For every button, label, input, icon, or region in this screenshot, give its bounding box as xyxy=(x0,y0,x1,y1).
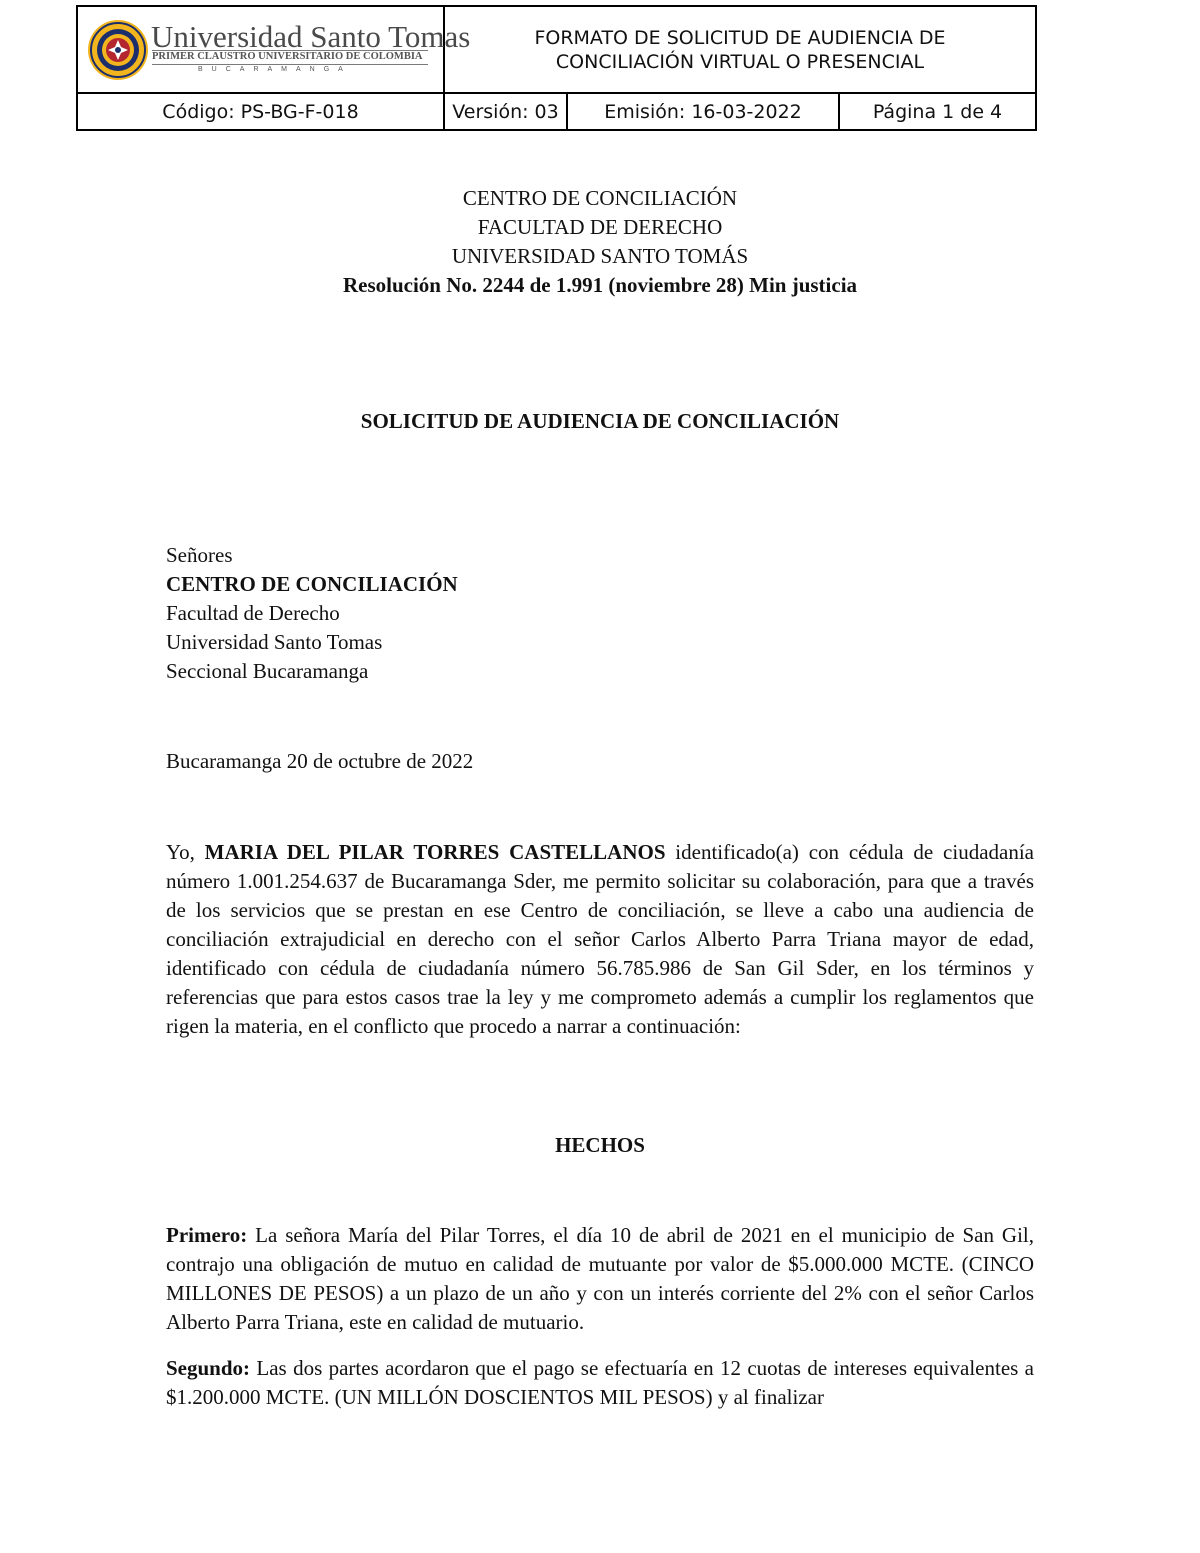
addressee-line-1: Facultad de Derecho xyxy=(166,601,340,625)
header-meta-row xyxy=(78,92,1035,129)
fact-label: Segundo: xyxy=(166,1356,251,1380)
page-number: Página 1 de 4 xyxy=(872,100,1003,123)
form-title-line-2: CONCILIACIÓN VIRTUAL O PRESENCIAL xyxy=(555,50,925,73)
addressee-line-2: Universidad Santo Tomas xyxy=(166,630,383,654)
form-version: Versión: 03 xyxy=(445,94,568,129)
heading-resolution: Resolución No. 2244 de 1.991 (noviembre 28) Min justicia xyxy=(342,273,858,297)
logo-tagline: PRIMER CLAUSTRO UNIVERSITARIO DE COLOMBIA xyxy=(152,51,423,62)
logo-divider xyxy=(152,64,428,65)
addressee-block xyxy=(166,541,458,686)
intro-text: identificado(a) con cédula de ciudadanía número 1.001.254.637 de Bucaramanga Sder, me permito solicitar su colaboración, para que a través de los servicios que se prestan en ese Centro de conciliación, se lleve a cabo una audiencia de conciliación extrajudicial en derecho con el señor Carlos Alberto Parra Triana mayor de edad, identificado con cédula de ciudadanía número 56.785.986 de San Gil Sder, en los términos y referencias que para estos casos trae la ley y me comprometo además a cumplir los reglamentos que rigen la materia, en el conflicto que procedo a narrar a continuación: xyxy=(166,840,1034,1038)
document-header-table xyxy=(76,5,1037,131)
university-seal-icon xyxy=(87,19,149,81)
addressee-name: CENTRO DE CONCILIACIÓN xyxy=(166,572,458,596)
document-title: SOLICITUD DE AUDIENCIA DE CONCILIACIÓN xyxy=(360,409,840,433)
heading-line-3: UNIVERSIDAD SANTO TOMÁS xyxy=(451,244,749,268)
date-line: Bucaramanga 20 de octubre de 2022 xyxy=(166,749,474,773)
logo-city: BUCARAMANGA xyxy=(198,66,352,73)
form-code: Código: PS-BG-F-018 xyxy=(78,94,445,129)
fact-text: La señora María del Pilar Torres, el día 10 de abril de 2021 en el municipio de San Gil, contrajo una obligación de mutuo en calidad de mutuante por valor de $5.000.000 MCTE. (CINCO MILLONES DE PESOS) a un plazo de un año y con un interés corriente del 2% con el señor Carlos Alberto Parra Triana, este en calidad de mutuario. xyxy=(166,1223,1034,1334)
addressee-line-3: Seccional Bucaramanga xyxy=(166,659,369,683)
intro-prefix: Yo, xyxy=(166,840,205,864)
section-title-hechos: HECHOS xyxy=(555,1133,645,1157)
heading-line-2: FACULTAD DE DERECHO xyxy=(477,215,723,239)
fact-label: Primero: xyxy=(166,1223,248,1247)
fact-first xyxy=(166,1221,1034,1337)
applicant-name: MARIA DEL PILAR TORRES CASTELLANOS xyxy=(204,840,666,864)
form-title-cell xyxy=(445,7,1035,92)
fact-text: Las dos partes acordaron que el pago se efectuaría en 12 cuotas de intereses equivalentes a $1.200.000 MCTE. (UN MILLÓN DOSCIENTOS MIL PESOS) y al finalizar xyxy=(166,1356,1034,1409)
intro-paragraph xyxy=(166,838,1034,1041)
addressee-salutation: Señores xyxy=(166,543,233,567)
form-title-line-1: FORMATO DE SOLICITUD DE AUDIENCIA DE xyxy=(534,26,946,49)
logo-university-name: Universidad Santo Tomas xyxy=(151,19,471,54)
form-emission-date: Emisión: 16-03-2022 xyxy=(568,94,840,129)
fact-second xyxy=(166,1354,1034,1412)
institution-heading xyxy=(0,184,1200,300)
logo-cell xyxy=(78,7,471,92)
heading-line-1: CENTRO DE CONCILIACIÓN xyxy=(462,186,738,210)
